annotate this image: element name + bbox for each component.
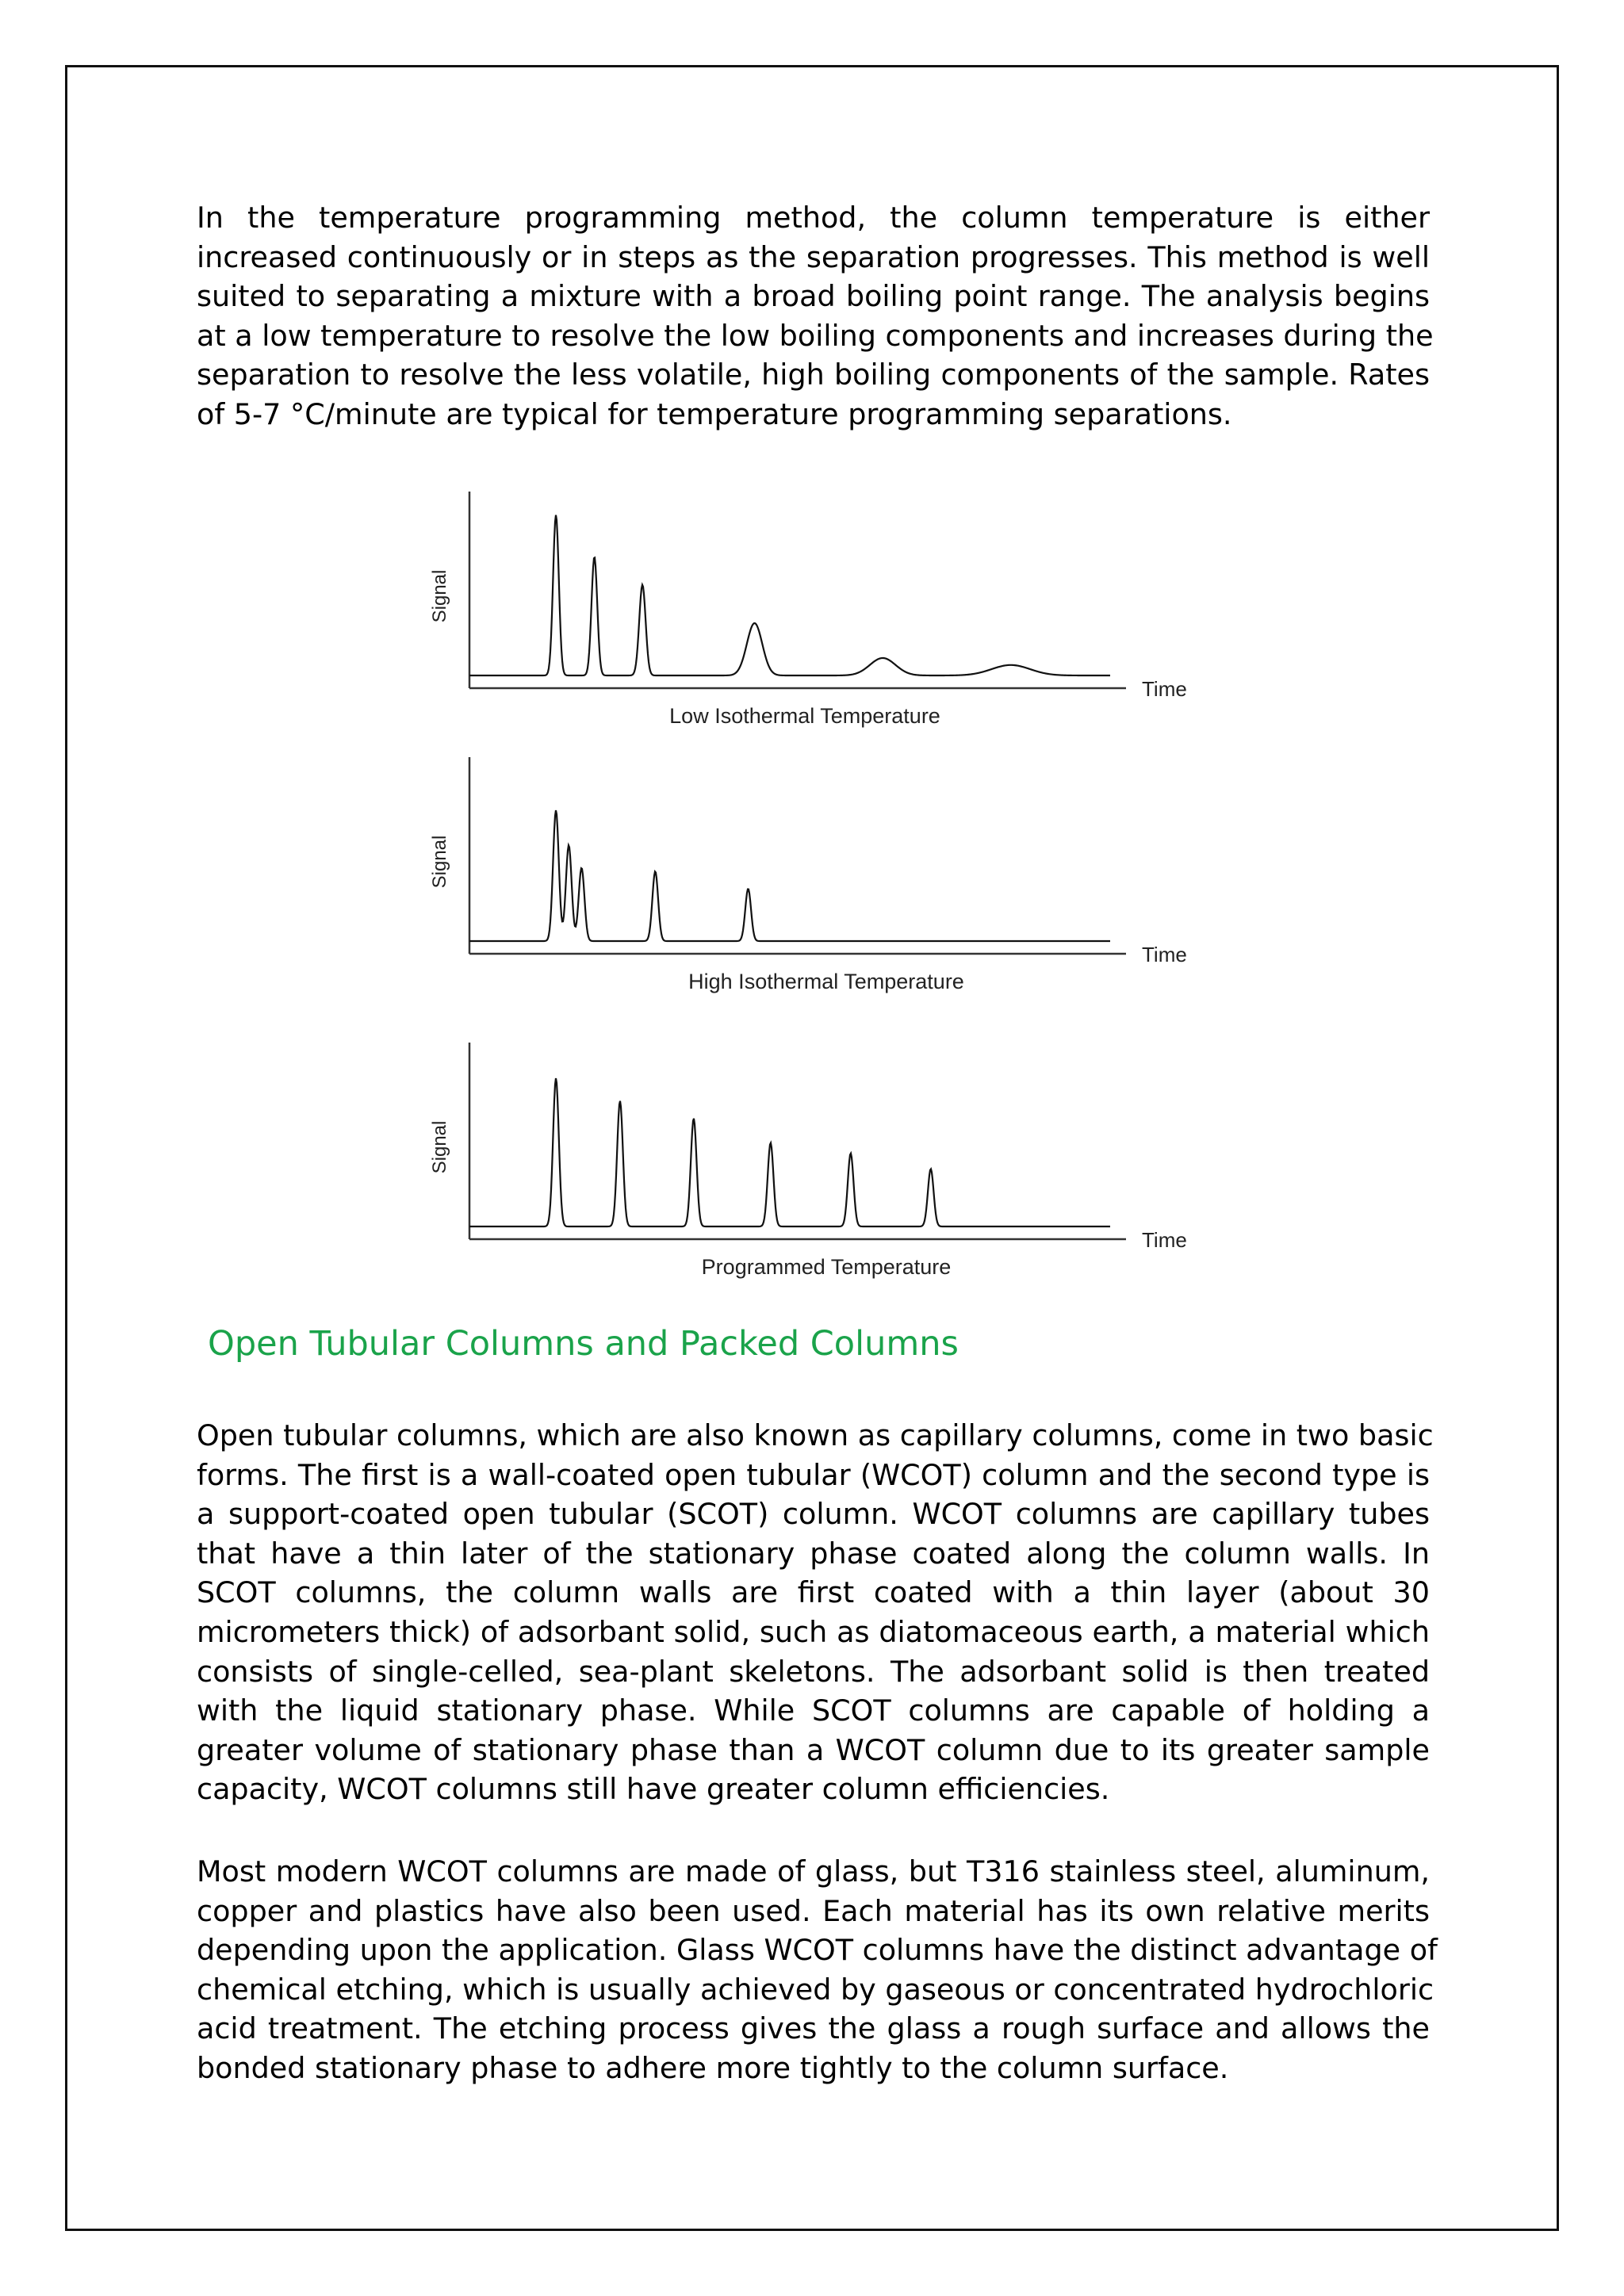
chromatogram-high-isothermal xyxy=(412,757,1221,995)
text-line: Most modern WCOT columns are made of glass, but T316 stainless steel, aluminum, xyxy=(197,1854,1430,1888)
paragraph-temperature-programming xyxy=(197,198,1434,434)
text-line: of 5-7 °C/minute are typical for temperature programming separations. xyxy=(197,396,1232,431)
chart-title: High Isothermal Temperature xyxy=(688,970,964,993)
text-line: SCOT columns, the column walls are first coated with a thin layer (about 30 xyxy=(197,1575,1430,1610)
text-line: that have a thin later of the stationary phase coated along the column walls. In xyxy=(197,1536,1430,1571)
chart-title: Programmed Temperature xyxy=(701,1255,952,1279)
signal-trace xyxy=(469,1078,1110,1226)
x-axis-label: Time xyxy=(1142,1228,1187,1252)
y-axis-label: Signal xyxy=(429,569,450,623)
text-line: capacity, WCOT columns still have greater column efficiencies. xyxy=(197,1772,1110,1807)
text-line: acid treatment. The etching process gives the glass a rough surface and allows the xyxy=(197,2011,1430,2046)
text-line: a support-coated open tubular (SCOT) column. WCOT columns are capillary tubes xyxy=(197,1497,1430,1532)
text-line: at a low temperature to resolve the low boiling components and increases during the xyxy=(197,318,1434,353)
y-axis-label: Signal xyxy=(429,835,450,889)
text-line: chemical etching, which is usually achieved by gaseous or concentrated hydrochloric xyxy=(197,1972,1434,2007)
paragraph-open-tubular-columns xyxy=(197,1416,1434,1809)
text-line: suited to separating a mixture with a broad boiling point range. The analysis begins xyxy=(197,279,1430,314)
text-line: greater volume of stationary phase than a WCOT column due to its greater sample xyxy=(197,1732,1430,1767)
text-line: depending upon the application. Glass WCOT columns have the distinct advantage of xyxy=(197,1933,1438,1968)
chart-title: Low Isothermal Temperature xyxy=(669,704,940,728)
signal-trace xyxy=(469,515,1110,675)
text-line: In the temperature programming method, the column temperature is either xyxy=(197,201,1430,235)
x-axis-label: Time xyxy=(1142,943,1187,966)
text-line: copper and plastics have also been used. Each material has its own relative merits xyxy=(197,1893,1430,1928)
text-line: forms. The first is a wall-coated open tubular (WCOT) column and the second type is xyxy=(197,1457,1430,1492)
x-axis-label: Time xyxy=(1142,677,1187,701)
paragraph-wcot-materials xyxy=(197,1852,1438,2088)
text-line: consists of single-celled, sea-plant skeletons. The adsorbant solid is then treated xyxy=(197,1654,1430,1689)
section-heading: Open Tubular Columns and Packed Columns xyxy=(208,1324,959,1364)
text-line: increased continuously or in steps as the separation progresses. This method is well xyxy=(197,239,1430,274)
y-axis-label: Signal xyxy=(429,1120,450,1174)
text-line: micrometers thick) of adsorbant solid, such as diatomaceous earth, a material which xyxy=(197,1614,1430,1649)
text-line: with the liquid stationary phase. While SCOT columns are capable of holding a xyxy=(197,1693,1430,1728)
signal-trace xyxy=(469,810,1110,941)
chromatogram-low-isothermal xyxy=(412,492,1221,729)
chromatogram-programmed xyxy=(412,1043,1221,1280)
text-line: bonded stationary phase to adhere more tightly to the column surface. xyxy=(197,2050,1229,2085)
text-line: separation to resolve the less volatile, high boiling components of the sample. Rates xyxy=(197,358,1430,392)
text-line: Open tubular columns, which are also known as capillary columns, come in two basic xyxy=(197,1418,1434,1452)
